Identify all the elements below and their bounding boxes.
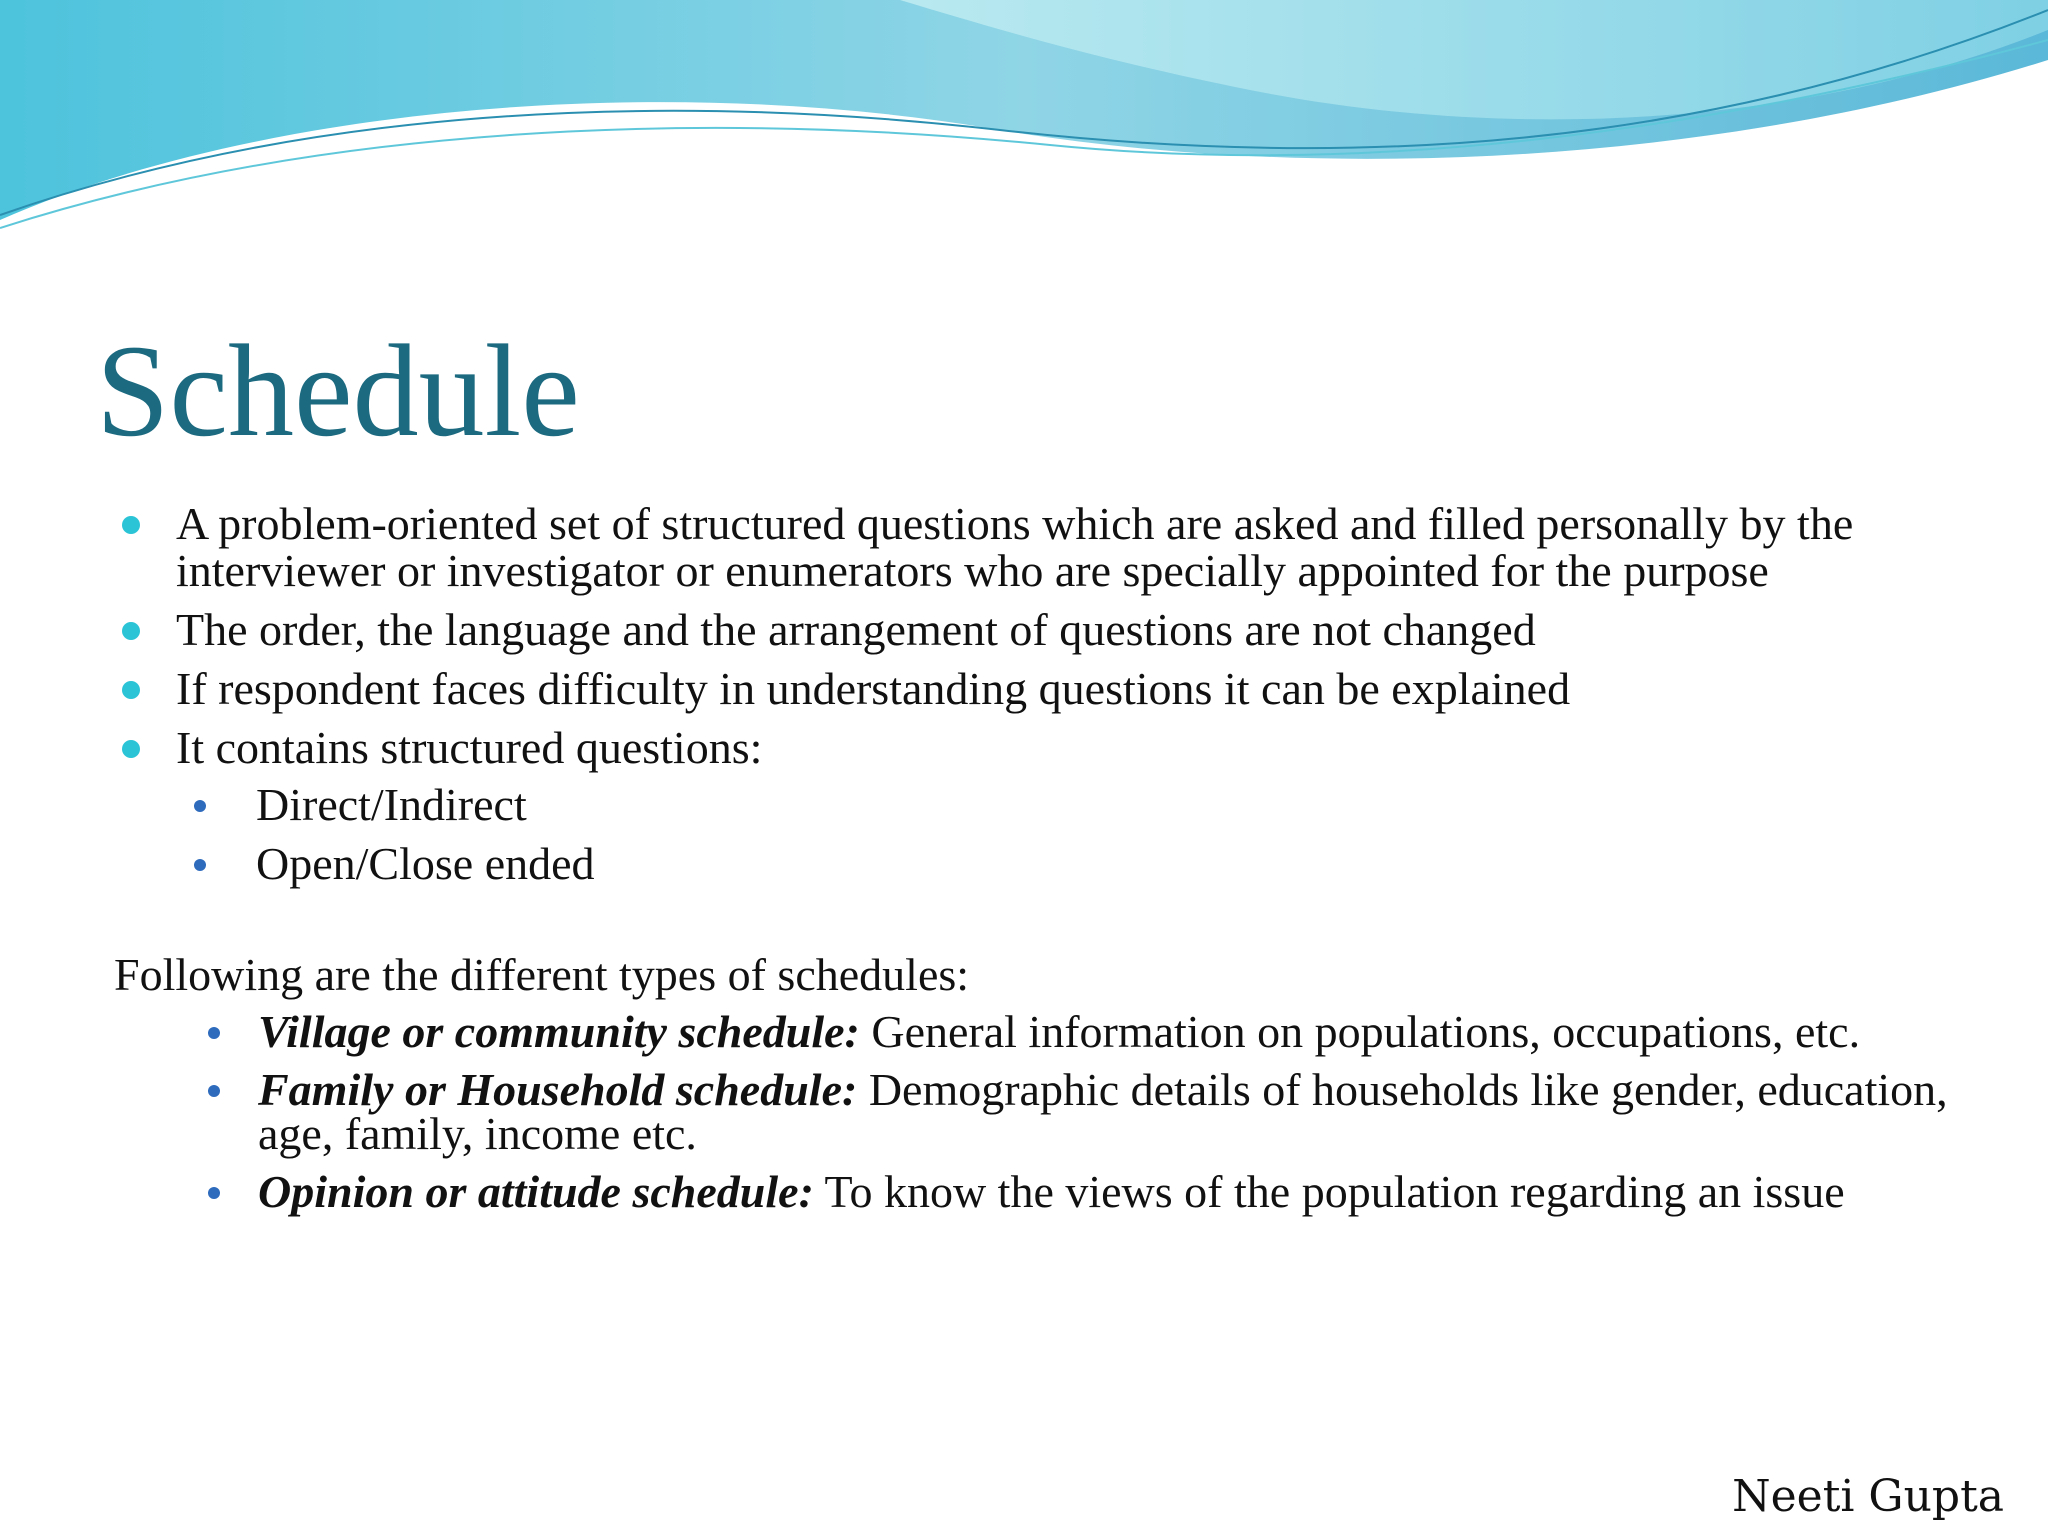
bullet-item: A problem-oriented set of structured questions which are asked and filled personally by the interviewer or investigator or enumerators who are specially appointed for the purpose (112, 500, 1952, 594)
main-bullet-list (112, 500, 1952, 887)
header-wave-decoration (0, 0, 2048, 260)
schedule-type-desc: To know the views of the population regarding an issue (813, 1166, 1845, 1217)
schedule-types-list (112, 1006, 1952, 1217)
slide-content (112, 500, 1952, 1228)
question-kind-item: Direct/Indirect (176, 781, 1952, 828)
schedule-type-term: Family or Household schedule: (258, 1064, 858, 1115)
slide-title: Schedule (96, 317, 580, 464)
author-name: Neeti Gupta (1732, 1471, 2004, 1522)
bullet-item: The order, the language and the arrangement of questions are not changed (112, 606, 1952, 653)
bullet-item: If respondent faces difficulty in understanding questions it can be explained (112, 665, 1952, 712)
schedule-type-item (112, 1006, 1952, 1057)
schedule-type-item (112, 1166, 1952, 1217)
schedule-type-desc: Demographic details of households like gender, education, age, family, income etc. (258, 1064, 1948, 1159)
question-kind-list (176, 781, 1952, 887)
question-kind-item: Open/Close ended (176, 840, 1952, 887)
schedule-type-item (112, 1064, 1952, 1159)
types-intro: Following are the different types of schedules: (114, 949, 970, 1000)
schedule-type-term: Village or community schedule: (258, 1006, 860, 1057)
schedule-type-desc: General information on populations, occupations, etc. (859, 1006, 1861, 1057)
schedule-type-term: Opinion or attitude schedule: (258, 1166, 814, 1217)
bullet-item (112, 724, 1952, 887)
bullet-text: It contains structured questions: (176, 722, 763, 773)
